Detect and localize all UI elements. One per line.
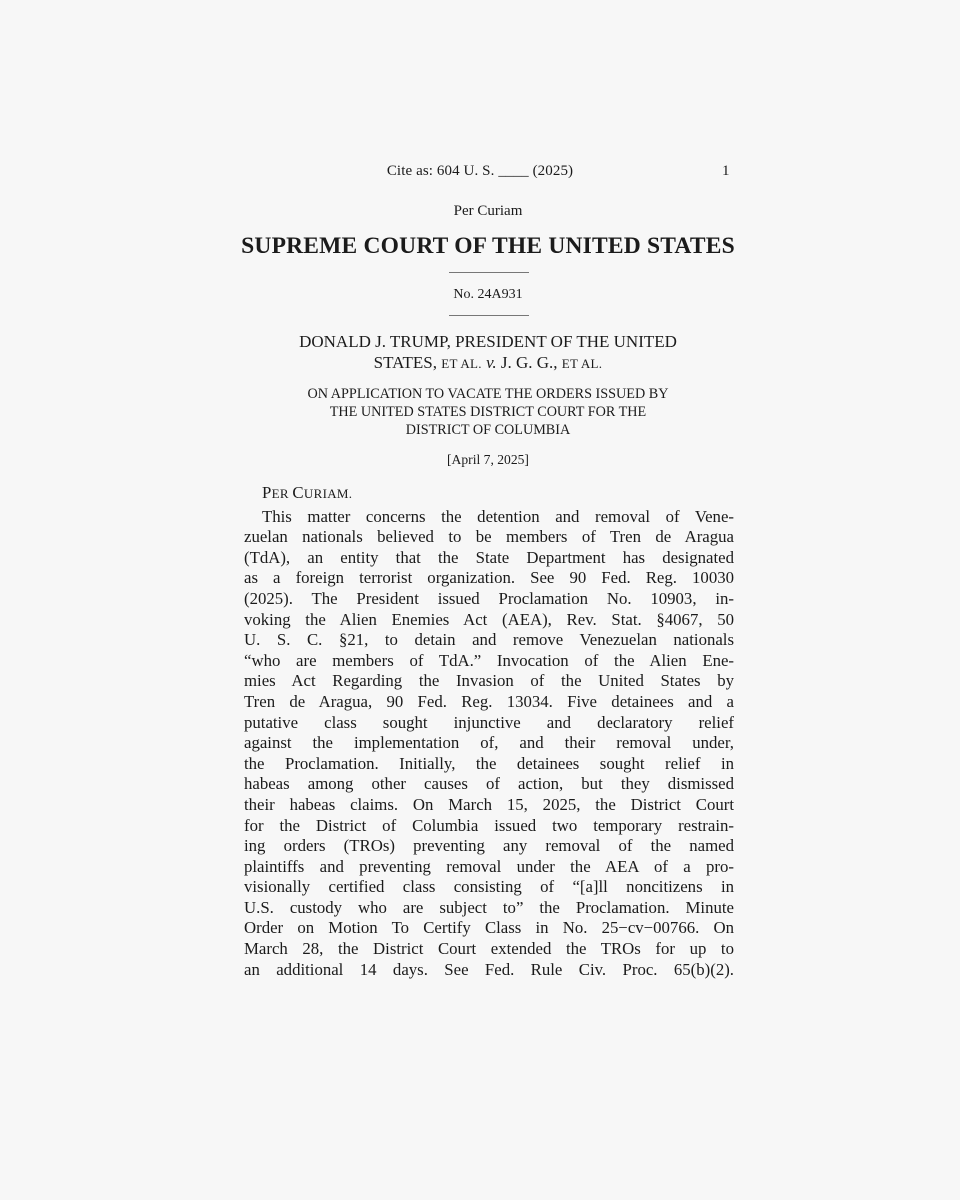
- application-line: THE UNITED STATES DISTRICT COURT FOR THE: [329, 404, 647, 420]
- opinion-line: voking the Alien Enemies Act (AEA), Rev. Stat. §4067, 50: [244, 609, 734, 629]
- per-curiam-label: Per Curiam: [453, 203, 523, 219]
- opener-text: P: [262, 483, 272, 502]
- opener-text: URIAM.: [303, 486, 353, 501]
- opinion-line: March 28, the District Court extended the TROs for up to: [244, 939, 734, 959]
- caption-text: STATES,: [373, 353, 442, 372]
- opinion-line: This matter concerns the detention and removal of Vene-: [262, 506, 734, 526]
- application-line: DISTRICT OF COLUMBIA: [405, 422, 571, 438]
- opinion-line: Order on Motion To Certify Class in No. 25−cv−00766. On: [244, 918, 734, 938]
- caption-line-2: [0, 352, 960, 374]
- et-al: ET AL.: [561, 356, 603, 371]
- versus: v.: [481, 353, 501, 372]
- application-statement: [0, 385, 960, 439]
- opinion-line: an additional 14 days. See Fed. Rule Civ. Proc. 65(b)(2).: [244, 959, 734, 979]
- opinion-paragraph: [244, 507, 734, 981]
- opinion-line: against the implementation of, and their removal under,: [244, 733, 734, 753]
- opinion-line: (TdA), an entity that the State Department has designated: [244, 547, 734, 567]
- opinion-line: putative class sought injunctive and declaratory relief: [244, 712, 734, 732]
- opinion-line: ing orders (TROs) preventing any removal of the named: [244, 836, 734, 856]
- opinion-body: [244, 483, 734, 980]
- court-title: SUPREME COURT OF THE UNITED STATES: [241, 233, 735, 259]
- opinion-line: plaintiffs and preventing removal under the AEA of a pro-: [244, 856, 734, 876]
- opinion-line: mies Act Regarding the Invasion of the United States by: [244, 671, 734, 691]
- application-line: ON APPLICATION TO VACATE THE ORDERS ISSUED BY: [307, 386, 669, 402]
- docket-number: No. 24A931: [453, 287, 523, 302]
- opinion-line: U. S. C. §21, to detain and remove Venezuelan nationals: [244, 630, 734, 650]
- opinion-line: (2025). The President issued Proclamation No. 10903, in-: [244, 588, 734, 608]
- caption-text: J. G. G.,: [500, 353, 562, 372]
- et-al: ET AL.: [441, 356, 482, 371]
- opener-text: C: [292, 483, 304, 502]
- opinion-line: visionally certified class consisting of “[a]ll noncitizens in: [244, 877, 734, 897]
- opinion-line: zuelan nationals believed to be members of Tren de Aragua: [244, 527, 734, 547]
- opinion-line: habeas among other causes of action, but they dismissed: [244, 774, 734, 794]
- opinion-line: as a foreign terrorist organization. See 90 Fed. Reg. 10030: [244, 568, 734, 588]
- opinion-line: for the District of Columbia issued two temporary restrain-: [244, 815, 734, 835]
- citation: Cite as: 604 U. S. ____ (2025): [386, 163, 574, 179]
- case-caption: [0, 331, 960, 374]
- caption-line-1: DONALD J. TRUMP, PRESIDENT OF THE UNITED: [299, 332, 677, 351]
- opinion-line: the Proclamation. Initially, the detainees sought relief in: [244, 753, 734, 773]
- divider-rule: [449, 272, 529, 273]
- opinion-line: U.S. custody who are subject to” the Proclamation. Minute: [244, 897, 734, 917]
- opinion-line: “who are members of TdA.” Invocation of the Alien Ene-: [244, 650, 734, 670]
- divider-rule: [449, 315, 529, 316]
- opener-text: ER: [271, 486, 293, 501]
- page-number: 1: [722, 163, 730, 179]
- per-curiam-opener: [262, 483, 734, 505]
- opinion-line: Tren de Aragua, 90 Fed. Reg. 13034. Five detainees and a: [244, 691, 734, 711]
- opinion-line: their habeas claims. On March 15, 2025, the District Court: [244, 794, 734, 814]
- running-header: [0, 163, 960, 183]
- decision-date: [April 7, 2025]: [447, 452, 529, 467]
